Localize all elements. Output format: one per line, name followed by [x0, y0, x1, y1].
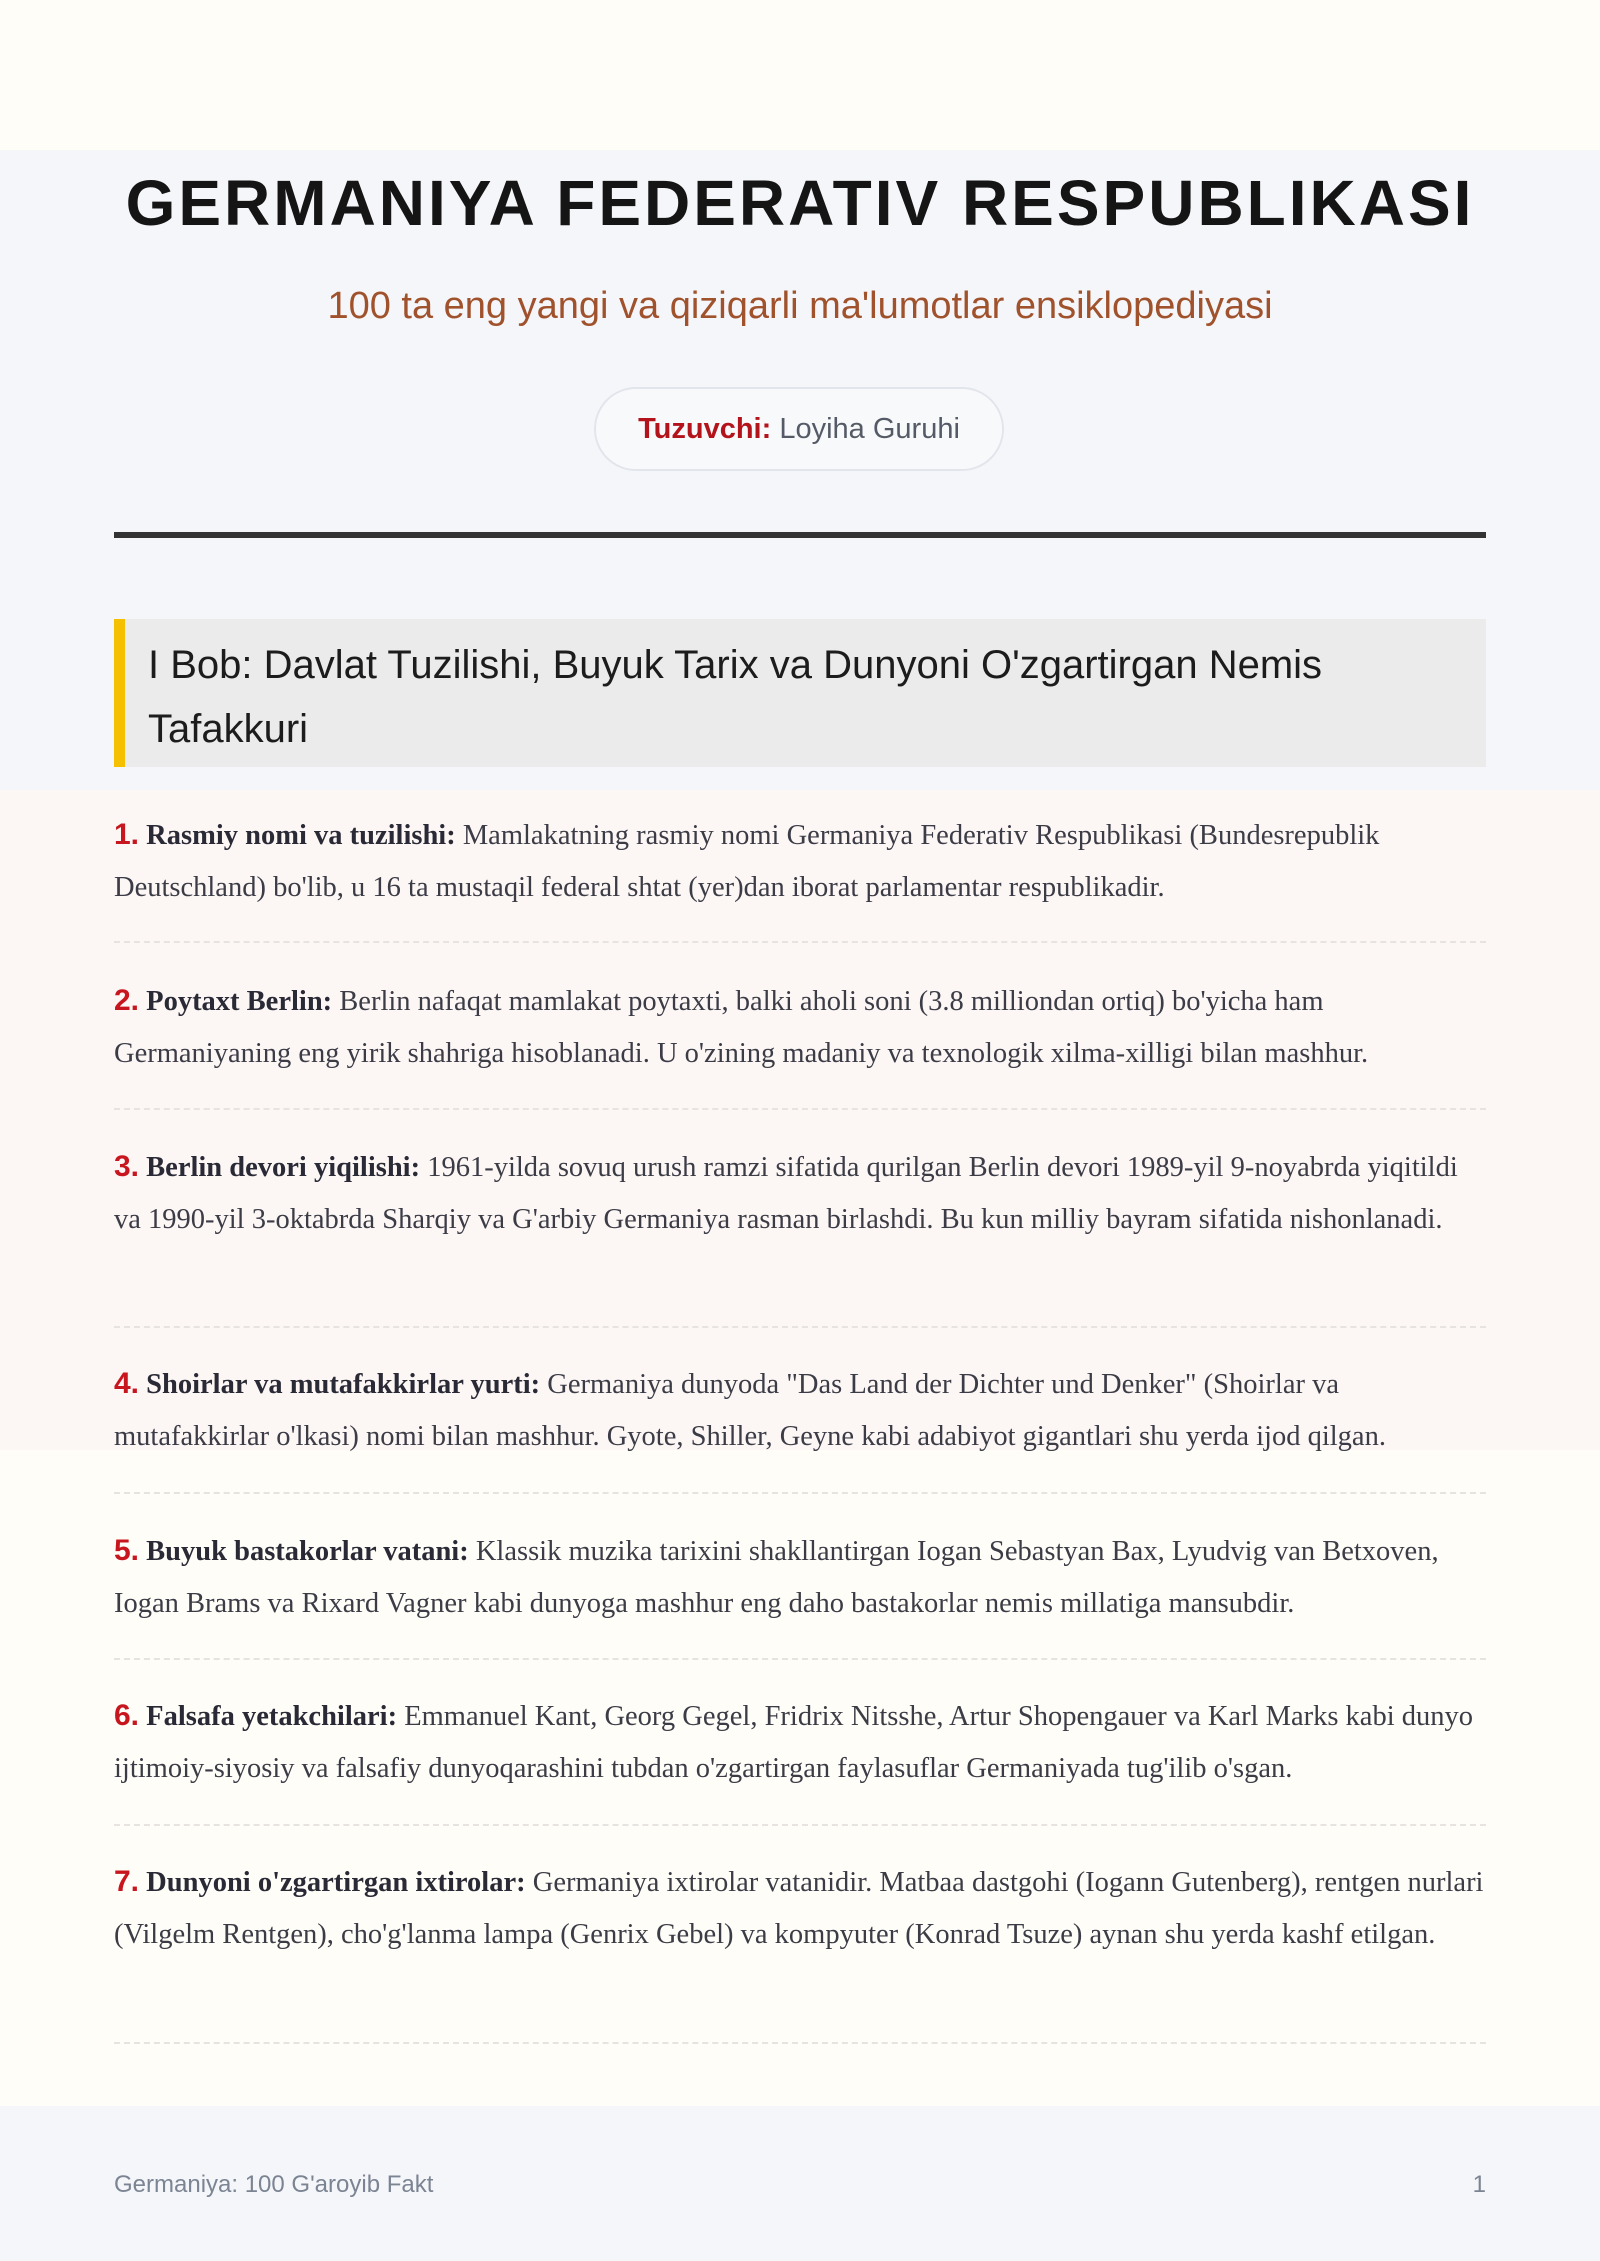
fact-text: Mamlakatning rasmiy nomi Germaniya Federativ Respublikasi (Bundesrepublik Deutschland) bo'lib, u 16 ta mustaqil federal shtat (yer)dan iborat parlamentar respublikadir.: [114, 820, 1380, 903]
chapter-title: I Bob: Davlat Tuzilishi, Buyuk Tarix va Dunyoni O'zgartirgan Nemis Tafakkuri: [148, 643, 1323, 751]
fact-text: Germaniya dunyoda "Das Land der Dichter und Denker" (Shoirlar va mutafakkirlar o'lkasi) nomi bilan mashhur. Gyote, Shiller, Geyne kabi adabiyot gigantlari shu yerda ijod qilgan.: [114, 1369, 1386, 1452]
fact-heading: Shoirlar va mutafakkirlar yurti:: [146, 1369, 541, 1400]
fact-text: Germaniya ixtirolar vatanidir. Matbaa dastgohi (Iogann Gutenberg), rentgen nurlari (Vilgelm Rentgen), cho'g'lanma lampa (Genrix Gebel) va kompyuter (Konrad Tsuze) aynan shu yerda kashf etilgan.: [114, 1867, 1484, 1950]
fact-number: 7.: [114, 1865, 140, 1898]
header-divider: [114, 532, 1486, 538]
top-margin: [0, 0, 1600, 150]
fact-number: 5.: [114, 1534, 140, 1567]
fact-separator: [114, 2042, 1486, 2044]
fact-item: [114, 809, 1486, 914]
fact-separator: [114, 1492, 1486, 1494]
fact-number: 3.: [114, 1150, 140, 1183]
fact-text: 1961-yilda sovuq urush ramzi sifatida qurilgan Berlin devori 1989-yil 9-noyabrda yiqitildi va 1990-yil 3-oktabrda Sharqiy va G'arbiy Germaniya rasman birlashdi. Bu kun milliy bayram sifatida nishonlanadi.: [114, 1152, 1458, 1235]
page-subtitle: 100 ta eng yangi va qiziqarli ma'lumotlar ensiklopediyasi: [327, 285, 1273, 327]
fact-text: Berlin nafaqat mamlakat poytaxti, balki aholi soni (3.8 milliondan ortiq) bo'yicha ham Germaniyaning eng yirik shahriga hisoblanadi. U o'zining madaniy va texnologik xilma-xilligi bilan mashhur.: [114, 986, 1369, 1069]
author-label: Tuzuvchi:: [638, 413, 772, 445]
fact-heading: Buyuk bastakorlar vatani:: [146, 1536, 469, 1567]
fact-heading: Berlin devori yiqilishi:: [146, 1152, 421, 1183]
fact-number: 1.: [114, 818, 140, 851]
fact-separator: [114, 941, 1486, 943]
fact-number: 6.: [114, 1699, 140, 1732]
fact-separator: [114, 1326, 1486, 1328]
fact-number: 4.: [114, 1367, 140, 1400]
fact-heading: Falsafa yetakchilari:: [146, 1701, 398, 1732]
fact-separator: [114, 1108, 1486, 1110]
page-title: GERMANIYA FEDERATIV RESPUBLIKASI: [125, 167, 1475, 239]
author-badge: [594, 387, 1004, 471]
fact-item: [114, 1525, 1486, 1630]
author-name: Loyiha Guruhi: [779, 413, 960, 445]
fact-item: [114, 1690, 1486, 1795]
fact-heading: Dunyoni o'zgartirgan ixtirolar:: [146, 1867, 526, 1898]
fact-text: Klassik muzika tarixini shakllantirgan Iogan Sebastyan Bax, Lyudvig van Betxoven, Iogan Brams va Rixard Vagner kabi dunyoga mashhur eng daho bastakorlar nemis millatiga mansubdir.: [114, 1536, 1439, 1619]
fact-text: Emmanuel Kant, Georg Gegel, Fridrix Nitsshe, Artur Shopengauer va Karl Marks kabi dunyo ijtimoiy-siyosiy va falsafiy dunyoqarashini tubdan o'zgartirgan faylasuflar Germaniyada tug'ilib o'sgan.: [114, 1701, 1473, 1784]
fact-number: 2.: [114, 984, 140, 1017]
page-number: 1: [1472, 2171, 1486, 2198]
fact-heading: Poytaxt Berlin:: [146, 986, 333, 1017]
fact-separator: [114, 1824, 1486, 1826]
fact-item: [114, 1141, 1486, 1246]
fact-item: [114, 1856, 1486, 1961]
footer-title: Germaniya: 100 G'aroyib Fakt: [114, 2171, 434, 2198]
chapter-heading: [114, 619, 1486, 767]
fact-separator: [114, 1658, 1486, 1660]
fact-item: [114, 1358, 1486, 1463]
fact-item: [114, 975, 1486, 1080]
fact-heading: Rasmiy nomi va tuzilishi:: [146, 820, 456, 851]
